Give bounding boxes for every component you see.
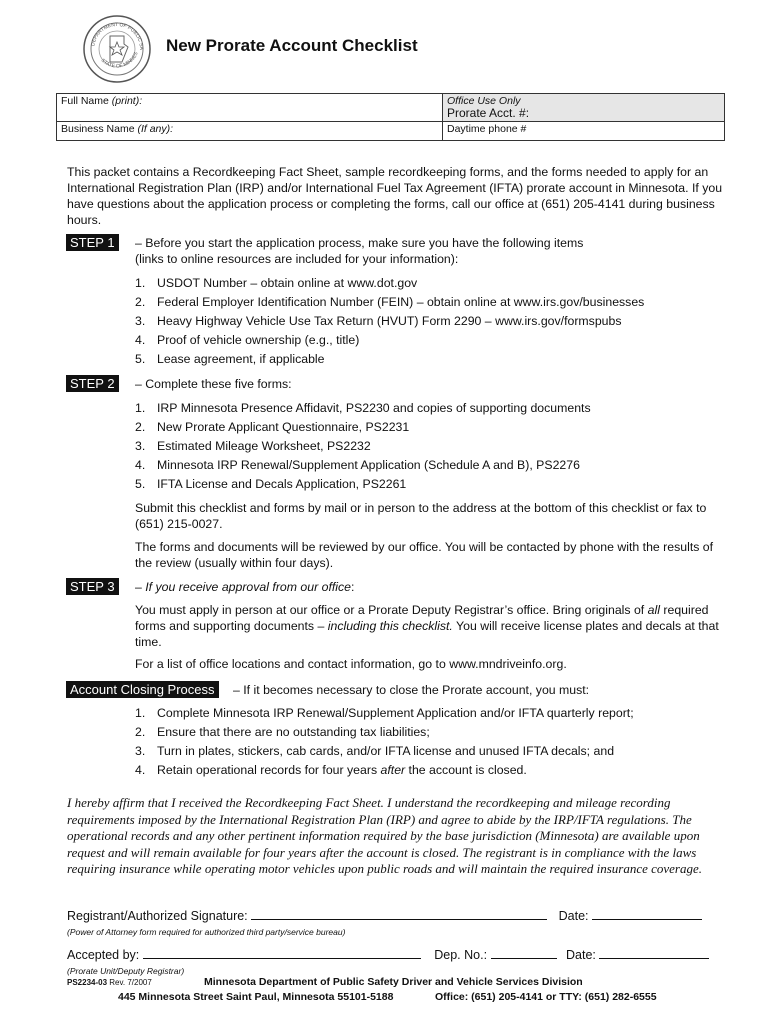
list-item: 5. Lease agreement, if applicable — [135, 352, 325, 366]
step1-list — [135, 274, 644, 369]
minnesota-seal-logo — [82, 14, 152, 84]
step1-label: STEP 1 — [66, 234, 119, 251]
full-name-label: Full Name — [61, 95, 109, 107]
list-item: 1. USDOT Number – obtain online at www.dot.gov — [135, 276, 418, 290]
dep-no-line[interactable] — [491, 946, 557, 959]
accepted-row — [67, 946, 709, 962]
daytime-phone-field[interactable] — [443, 122, 725, 141]
list-item: 2. Ensure that there are no outstanding tax liabilities; — [135, 725, 430, 739]
page-title: New Prorate Account Checklist — [166, 36, 418, 55]
office-use-label: Office Use Only — [447, 95, 521, 107]
account-closing-text: – If it becomes necessary to close the Prorate account, you must: — [233, 683, 590, 697]
list-item: 1. IRP Minnesota Presence Affidavit, PS2230 and copies of supporting documents — [135, 401, 591, 415]
list-item: 3. Heavy Highway Vehicle Use Tax Return (HVUT) Form 2290 – www.irs.gov/formspubs — [135, 314, 622, 328]
closing-list — [135, 704, 634, 780]
step3-paragraph: You must apply in person at our office or a Prorate Deputy Registrar’s office. Bring originals of all required forms and supporting documents – including this checklist. You will receive license plates and decals at that time. — [135, 603, 719, 649]
accepted-date-line[interactable] — [599, 946, 709, 959]
list-item: 2. Federal Employer Identification Number (FEIN) – obtain online at www.irs.gov/businesses — [135, 295, 645, 309]
step1-text-2: (links to online resources are included for your information): — [135, 252, 459, 266]
intro-paragraph: This packet contains a Recordkeeping Fact Sheet, sample recordkeeping forms, and the forms needed to apply for an International Registration Plan (IRP) and/or International Fuel Tax Agreement (IFTA) prorate account in Minnesota. If you have questions about the application process or completing the forms, call our office at (651) 205-4141 during business hours. — [67, 165, 723, 227]
step2-text: – Complete these five forms: — [135, 377, 292, 391]
business-name-field[interactable] — [57, 122, 443, 141]
svg-text:STATE OF MINNESOTA: STATE OF MINNES — [99, 51, 140, 70]
svg-text:DEPARTMENT OF PUBLIC SAFETY: DEPARTMENT OF PUBLIC SA — [90, 21, 145, 51]
accepted-by-line[interactable] — [143, 946, 421, 959]
applicant-info-table — [56, 93, 725, 141]
form-number: PS2234-03 Rev. 7/2007 — [67, 978, 152, 987]
signature-date-line[interactable] — [592, 907, 702, 920]
list-item: 4. Minnesota IRP Renewal/Supplement Application (Schedule A and B), PS2276 — [135, 458, 580, 472]
step3-label: STEP 3 — [66, 578, 119, 595]
accepted-date-label: Date: — [566, 948, 596, 962]
prorate-acct-label: Prorate Acct. #: — [447, 106, 530, 120]
affirmation-statement: I hereby affirm that I received the Recordkeeping Fact Sheet. I understand the recordkeeping and mileage recording requirements imposed by the International Registration Plan (IRP) and agree to abide by the IRP/IFTA regulations. The operational records and any other pertinent information required by the base jurisdiction (Minnesota) are available upon request and will remain available for four years after the account is closed. The registrant is in compliance with the laws requiring insurance while operating motor vehicles upon public roads and will maintain the required insurance coverage. — [67, 795, 702, 877]
footer-office-phone: Office: (651) 205-4141 or TTY: (651) 282-6555 — [435, 991, 657, 1003]
full-name-hint: (print): — [111, 95, 143, 107]
poa-note: (Power of Attorney form required for authorized third party/service bureau) — [67, 927, 346, 937]
step2-list — [135, 399, 591, 494]
step2-label: STEP 2 — [66, 375, 119, 392]
full-name-field[interactable] — [57, 94, 443, 122]
step2-submit-text: Submit this checklist and forms by mail or in person to the address at the bottom of this checklist or fax to (651) 215-0027. — [135, 501, 707, 531]
account-closing-label: Account Closing Process — [66, 681, 219, 698]
dep-no-label: Dep. No.: — [434, 948, 488, 962]
step2-review-text: The forms and documents will be reviewed by our office. You will be contacted by phone with the results of the review (usually within four days). — [135, 540, 714, 570]
signature-date-label: Date: — [558, 909, 589, 923]
prorate-unit-note: (Prorate Unit/Deputy Registrar) — [67, 966, 185, 976]
list-item: 3. Turn in plates, stickers, cab cards, and/or IFTA license and unused IFTA decals; and — [135, 744, 615, 758]
registrant-signature-label: Registrant/Authorized Signature: — [67, 909, 248, 923]
list-item: 1. Complete Minnesota IRP Renewal/Supplement Application and/or IFTA quarterly report; — [135, 706, 634, 720]
footer-division: Minnesota Department of Public Safety Driver and Vehicle Services Division — [204, 976, 583, 988]
office-use-cell — [443, 94, 725, 122]
registrant-signature-line[interactable] — [251, 907, 547, 920]
step1-text: – Before you start the application process, make sure you have the following items — [135, 236, 584, 250]
business-name-hint: (If any): — [137, 123, 174, 135]
business-name-label: Business Name — [61, 123, 135, 135]
list-item: 3. Estimated Mileage Worksheet, PS2232 — [135, 439, 371, 453]
step3-heading: – If you receive approval from our office: — [135, 580, 355, 594]
accepted-by-label: Accepted by: — [67, 948, 140, 962]
list-item: 4. Proof of vehicle ownership (e.g., title) — [135, 333, 360, 347]
list-item: 5. IFTA License and Decals Application, PS2261 — [135, 477, 407, 491]
list-item: 2. New Prorate Applicant Questionnaire, PS2231 — [135, 420, 410, 434]
signature-row — [67, 907, 702, 923]
step3-locations-text: For a list of office locations and contact information, go to www.mndriveinfo.org. — [135, 657, 567, 671]
daytime-phone-label: Daytime phone # — [447, 123, 527, 135]
list-item: 4. Retain operational records for four years after the account is closed. — [135, 763, 527, 777]
footer-address: 445 Minnesota Street Saint Paul, Minnesota 55101-5188 — [118, 991, 394, 1003]
